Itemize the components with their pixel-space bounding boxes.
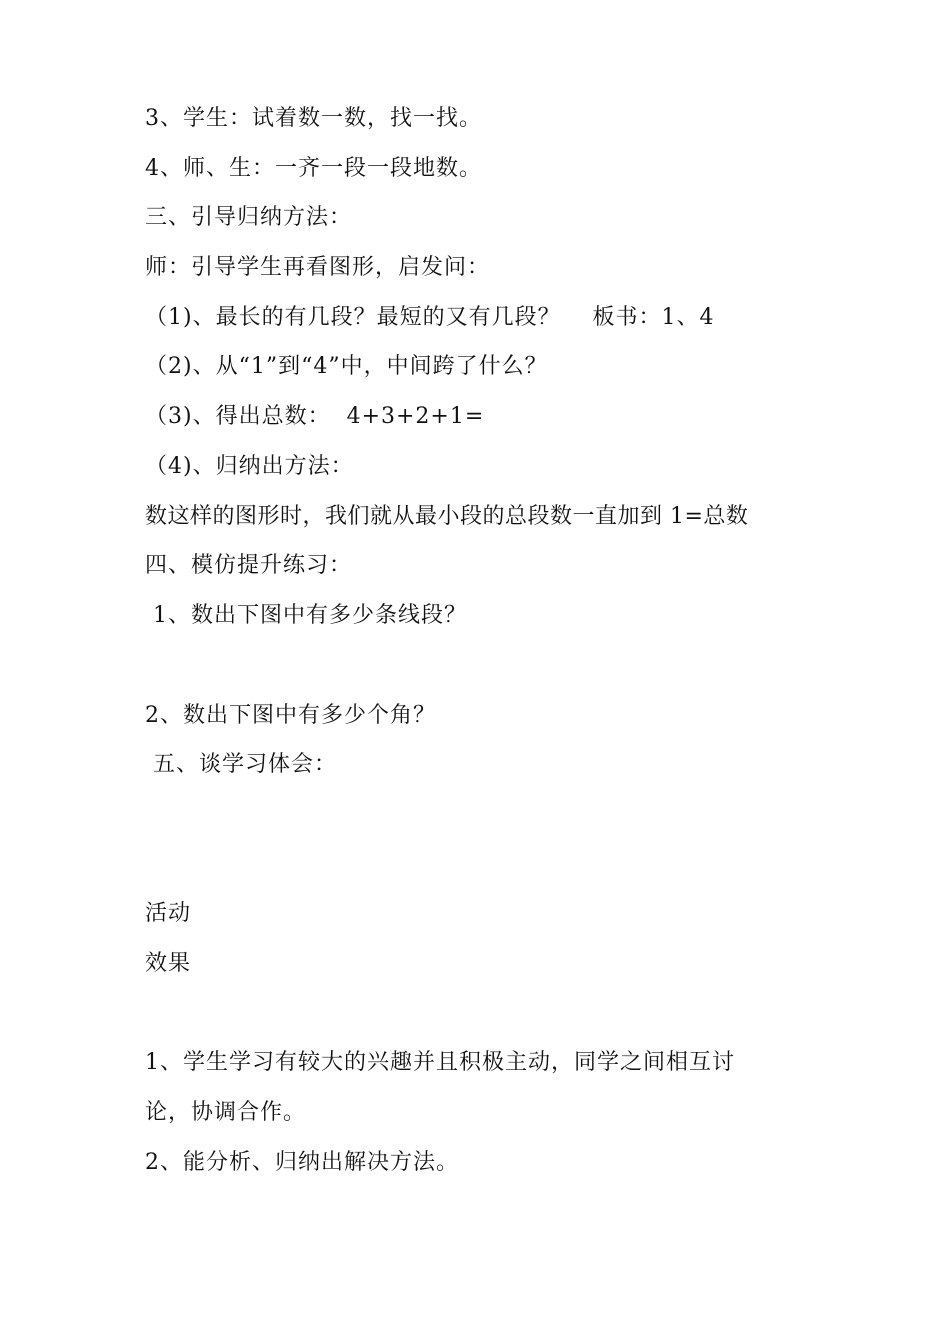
text-line: （2)、从“1”到“4”中，中间跨了什么？ bbox=[145, 354, 548, 379]
exercise-item: 2、数出下图中有多少个角？ bbox=[145, 703, 436, 728]
section-heading: 五、谈学习体会： bbox=[145, 752, 337, 777]
text-line: 数这样的图形时，我们就从最小段的总段数一直加到 1=总数 bbox=[145, 504, 749, 529]
section-heading: 四、模仿提升练习： bbox=[145, 553, 353, 578]
text-line: 1、学生学习有较大的兴趣并且积极主动，同学之间相互讨 bbox=[145, 1050, 735, 1075]
label-effect: 效果 bbox=[145, 951, 192, 976]
text-line: （3)、得出总数： 4+3+2+1= bbox=[145, 404, 485, 429]
text-line: （4)、归纳出方法： bbox=[145, 454, 354, 479]
text-line: （1)、最长的有几段？最短的又有几段？ 板书：1、4 bbox=[145, 305, 715, 330]
text-line: 师：引导学生再看图形，启发问： bbox=[145, 255, 491, 280]
text-line: 2、能分析、归纳出解决方法。 bbox=[145, 1150, 459, 1175]
exercise-item: 1、数出下图中有多少条线段？ bbox=[145, 603, 467, 628]
text-line: 3、学生：试着数一数，找一找。 bbox=[145, 106, 482, 131]
label-activity: 活动 bbox=[145, 901, 192, 926]
section-heading: 三、引导归纳方法： bbox=[145, 205, 353, 230]
text-line: 论，协调合作。 bbox=[145, 1100, 307, 1125]
text-line: 4、师、生：一齐一段一段地数。 bbox=[145, 156, 482, 181]
